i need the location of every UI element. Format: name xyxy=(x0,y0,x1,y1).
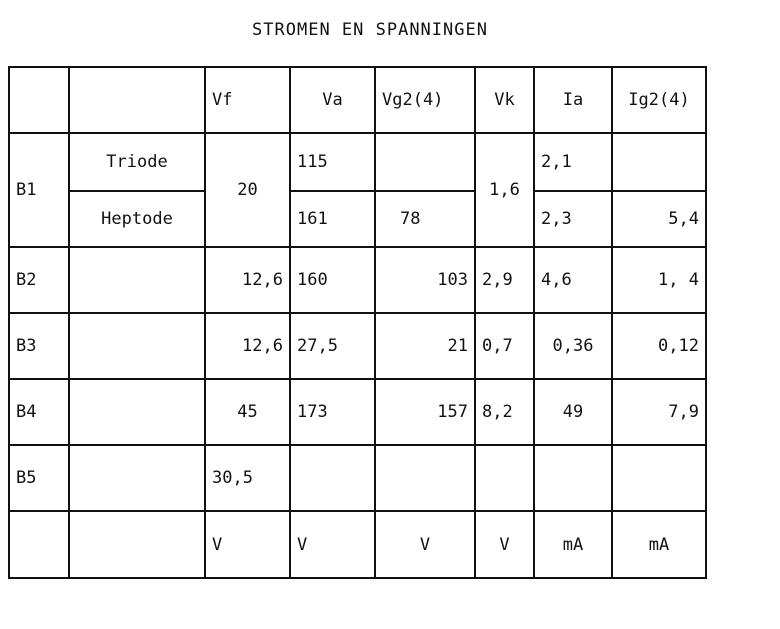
unit-va: V xyxy=(290,511,375,578)
header-vf: Vf xyxy=(205,67,290,133)
cell-b1-vk: 1,6 xyxy=(475,133,534,247)
cell-b5-vg2 xyxy=(375,445,475,511)
cell-b1-triode-ia: 2,1 xyxy=(534,133,612,191)
cell-b4-vf: 45 xyxy=(205,379,290,445)
cell-b3-vf: 12,6 xyxy=(205,313,290,379)
header-row xyxy=(9,67,706,133)
cell-b4-ig2: 7,9 xyxy=(612,379,706,445)
row-label-b1: B1 xyxy=(9,133,69,247)
cell-b1-heptode-ia: 2,3 xyxy=(534,191,612,247)
cell-b2-ia: 4,6 xyxy=(534,247,612,313)
header-vk: Vk xyxy=(475,67,534,133)
cell-b2-vk: 2,9 xyxy=(475,247,534,313)
header-va: Va xyxy=(290,67,375,133)
cell-b5-ig2 xyxy=(612,445,706,511)
cell-b5-vf: 30,5 xyxy=(205,445,290,511)
cell-b3-ig2: 0,12 xyxy=(612,313,706,379)
row-label-b2: B2 xyxy=(9,247,69,313)
cell-b1-triode-ig2 xyxy=(612,133,706,191)
currents-voltages-table xyxy=(8,66,707,579)
cell-b3-vg2: 21 xyxy=(375,313,475,379)
cell-b1-heptode-va: 161 xyxy=(290,191,375,247)
cell-b3-va: 27,5 xyxy=(290,313,375,379)
table-row-b1-triode xyxy=(9,133,706,191)
table-title: STROMEN EN SPANNINGEN xyxy=(252,20,488,40)
cell-b1-vf: 20 xyxy=(205,133,290,247)
header-ia: Ia xyxy=(534,67,612,133)
table-row-b4 xyxy=(9,379,706,445)
cell-b4-vg2: 157 xyxy=(375,379,475,445)
cell-b1-heptode-vg2: 78 xyxy=(375,191,475,247)
cell-b3-ia: 0,36 xyxy=(534,313,612,379)
unit-ia: mA xyxy=(534,511,612,578)
table-row-b1-heptode xyxy=(9,191,706,247)
sub-label-cell xyxy=(69,247,205,313)
row-label-b4: B4 xyxy=(9,379,69,445)
sub-label-cell xyxy=(69,379,205,445)
cell-b5-va xyxy=(290,445,375,511)
cell-b5-vk xyxy=(475,445,534,511)
unit-vk: V xyxy=(475,511,534,578)
cell-b5-ia xyxy=(534,445,612,511)
cell-b1-triode-va: 115 xyxy=(290,133,375,191)
unit-cell xyxy=(9,511,69,578)
row-label-b3: B3 xyxy=(9,313,69,379)
cell-b2-ig2: 1, 4 xyxy=(612,247,706,313)
unit-vg2: V xyxy=(375,511,475,578)
sub-label-cell xyxy=(69,313,205,379)
row-label-b5: B5 xyxy=(9,445,69,511)
units-row xyxy=(9,511,706,578)
cell-b2-vg2: 103 xyxy=(375,247,475,313)
cell-b4-va: 173 xyxy=(290,379,375,445)
table-row-b2 xyxy=(9,247,706,313)
unit-cell xyxy=(69,511,205,578)
table-row-b3 xyxy=(9,313,706,379)
cell-b2-vf: 12,6 xyxy=(205,247,290,313)
sub-label-heptode: Heptode xyxy=(69,191,205,247)
table-row-b5 xyxy=(9,445,706,511)
cell-b1-heptode-ig2: 5,4 xyxy=(612,191,706,247)
unit-vf: V xyxy=(205,511,290,578)
cell-b4-vk: 8,2 xyxy=(475,379,534,445)
cell-b2-va: 160 xyxy=(290,247,375,313)
sub-label-cell xyxy=(69,445,205,511)
header-cell xyxy=(69,67,205,133)
header-cell xyxy=(9,67,69,133)
cell-b4-ia: 49 xyxy=(534,379,612,445)
cell-b1-triode-vg2 xyxy=(375,133,475,191)
sub-label-triode: Triode xyxy=(69,133,205,191)
cell-b3-vk: 0,7 xyxy=(475,313,534,379)
header-vg2: Vg2(4) xyxy=(375,67,475,133)
unit-ig2: mA xyxy=(612,511,706,578)
header-ig2: Ig2(4) xyxy=(612,67,706,133)
